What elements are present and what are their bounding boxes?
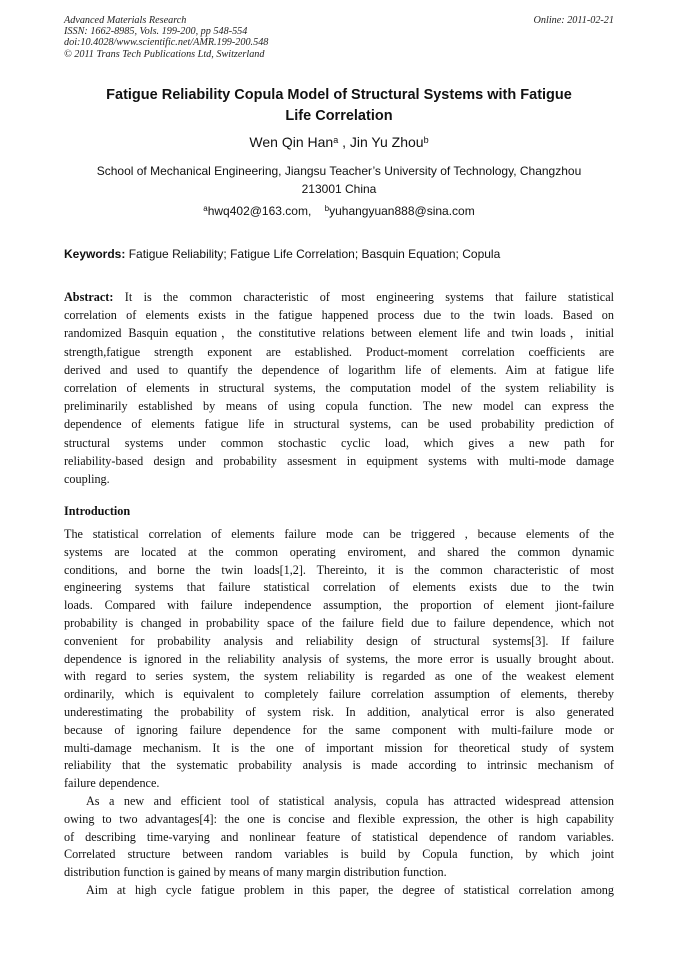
abstract-line: Abstract: It is the common characteristic of most engineering systems that failure statistical <box>64 290 614 304</box>
email-link[interactable]: hwq402@163.com, <box>207 204 312 218</box>
intro-line: loads. Compared with failure independence assumption, the proportion of element jiont-failure <box>64 598 614 613</box>
introduction-body <box>64 526 614 900</box>
intro-line: Correlated structure between random variables is build by Copula function, by which joint <box>64 847 614 862</box>
intro-line: conditions, and borne the twin loads[1,2]. Thereinto, it is the common characteristic of most <box>64 562 614 577</box>
section-heading-introduction: Introduction <box>64 504 131 518</box>
abstract-line: coupling. <box>64 472 110 487</box>
email-mark: a <box>203 204 208 213</box>
affiliation-line: School of Mechanical Engineering, Jiangsu Teacher’s University of Technology, Changzhou <box>96 164 582 178</box>
abstract-line: preliminarily established by means of using copula function. The new model can express the <box>64 399 614 414</box>
intro-paragraph <box>64 793 614 882</box>
abstract-line: correlation of elements in structural systems, the computation model of the system reliability is <box>64 381 614 396</box>
intro-line: owing to two advantages[4]: the one is concise and flexible expression, the other is high capability <box>64 811 614 826</box>
abstract-line: dependence of elements fatigue life in structural systems, can be used probability prediction of <box>64 417 614 432</box>
affiliation <box>64 162 614 198</box>
abstract-line: strength,fatigue strength exponent are established. Product-moment correlation coefficients are <box>64 344 614 359</box>
intro-line: because of ignoring failure dependence for the same component with multi-failure mode or <box>64 722 614 737</box>
keywords-label: Keywords: <box>64 247 126 261</box>
intro-line: Aim at high cycle fatigue problem in this paper, the degree of statistical correlation among <box>86 882 614 897</box>
journal-header <box>64 15 268 60</box>
online-date: Online: 2011-02-21 <box>533 15 614 26</box>
abstract-line: randomized Basquin equation，the constitutive relations between element life and twin loads，initial <box>64 326 614 341</box>
intro-line: systems are located at the common operating enviroment, and shared the common dynamic <box>64 544 614 559</box>
email-link[interactable]: yuhangyuan888@sina.com <box>329 204 475 218</box>
intro-line: multi-damage mechanism. It is the one of important mission for theoretical study of system <box>64 740 614 755</box>
abstract-line: correlation of elements exists in the fatigue happened process due to the twin loads. Based on <box>64 308 614 323</box>
title-line: Life Correlation <box>285 107 393 124</box>
intro-line: reliability that the systematic probability analysis is made according to intrinsic mechanism of <box>64 758 614 773</box>
paper-title <box>80 85 598 126</box>
intro-paragraph <box>64 882 614 900</box>
abstract-line: reliability-based design and probability assesment in equipment systems with multi-mode damage <box>64 453 614 468</box>
intro-line: The statistical correlation of elements failure mode can be triggered , because elements of the <box>64 527 614 541</box>
keywords-text: Fatigue Reliability; Fatigue Life Correlation; Basquin Equation; Copula <box>128 247 501 261</box>
intro-line: As a new and efficient tool of statistical analysis, copula has attracted widespread attension <box>86 793 614 808</box>
intro-line: underestimating the probability of system risk. In addition, analytical error is also generated <box>64 704 614 719</box>
doi-line: doi:10.4028/www.scientific.net/AMR.199-200.548 <box>64 37 269 49</box>
intro-line: dependence is ignored in the reliability analysis of systems, the more error is usually brought about. <box>64 651 614 666</box>
author-name: Jin Yu Zhou <box>349 134 424 150</box>
author-list <box>64 133 614 151</box>
keywords <box>64 246 614 262</box>
author-separator: , <box>338 134 350 150</box>
issn-line: ISSN: 1662-8985, Vols. 199-200, pp 548-554 <box>64 26 248 38</box>
journal-name: Advanced Materials Research <box>64 15 187 26</box>
intro-line: of describing time-varying and nonlinear feature of statistical dependence of random variables. <box>64 829 614 844</box>
intro-line: convenient for probability analysis and reliability design of structural systems[3]. If failure <box>64 633 614 648</box>
intro-line: with regard to series system, the system reliability is regarded as one of the weakest element <box>64 669 614 684</box>
intro-line: failure dependence. <box>64 776 160 791</box>
intro-line: probability is changed in probability space of the failure field due to failure dependence, which not <box>64 615 614 630</box>
author-affil-mark: b <box>423 135 429 145</box>
abstract-label: Abstract: <box>64 290 114 304</box>
intro-line: distribution function is gained by means of many margin distribution function. <box>64 865 447 880</box>
intro-line: ordinarily, which is equivalent to completely failure correlation assumption of elements, thereby <box>64 687 614 702</box>
author-affil-mark: a <box>333 135 339 145</box>
intro-paragraph <box>64 526 614 793</box>
abstract-line: structural systems under common stochastic cyclic load, which gives a new path for <box>64 435 614 450</box>
author-emails <box>64 203 614 219</box>
abstract-line: derived and used to quantify the dependence of logarithm life of elements. Aim at fatigue life <box>64 362 614 377</box>
author-name: Wen Qin Han <box>249 134 334 150</box>
email-mark: b <box>324 204 330 213</box>
affiliation-line: 213001 China <box>301 182 377 196</box>
abstract <box>64 288 614 488</box>
title-line: Fatigue Reliability Copula Model of Structural Systems with Fatigue <box>106 87 572 103</box>
copyright-line: © 2011 Trans Tech Publications Ltd, Switzerland <box>64 48 265 60</box>
intro-line: engineering systems that failure statistical correlation of elements exists due to the twin <box>64 580 614 595</box>
